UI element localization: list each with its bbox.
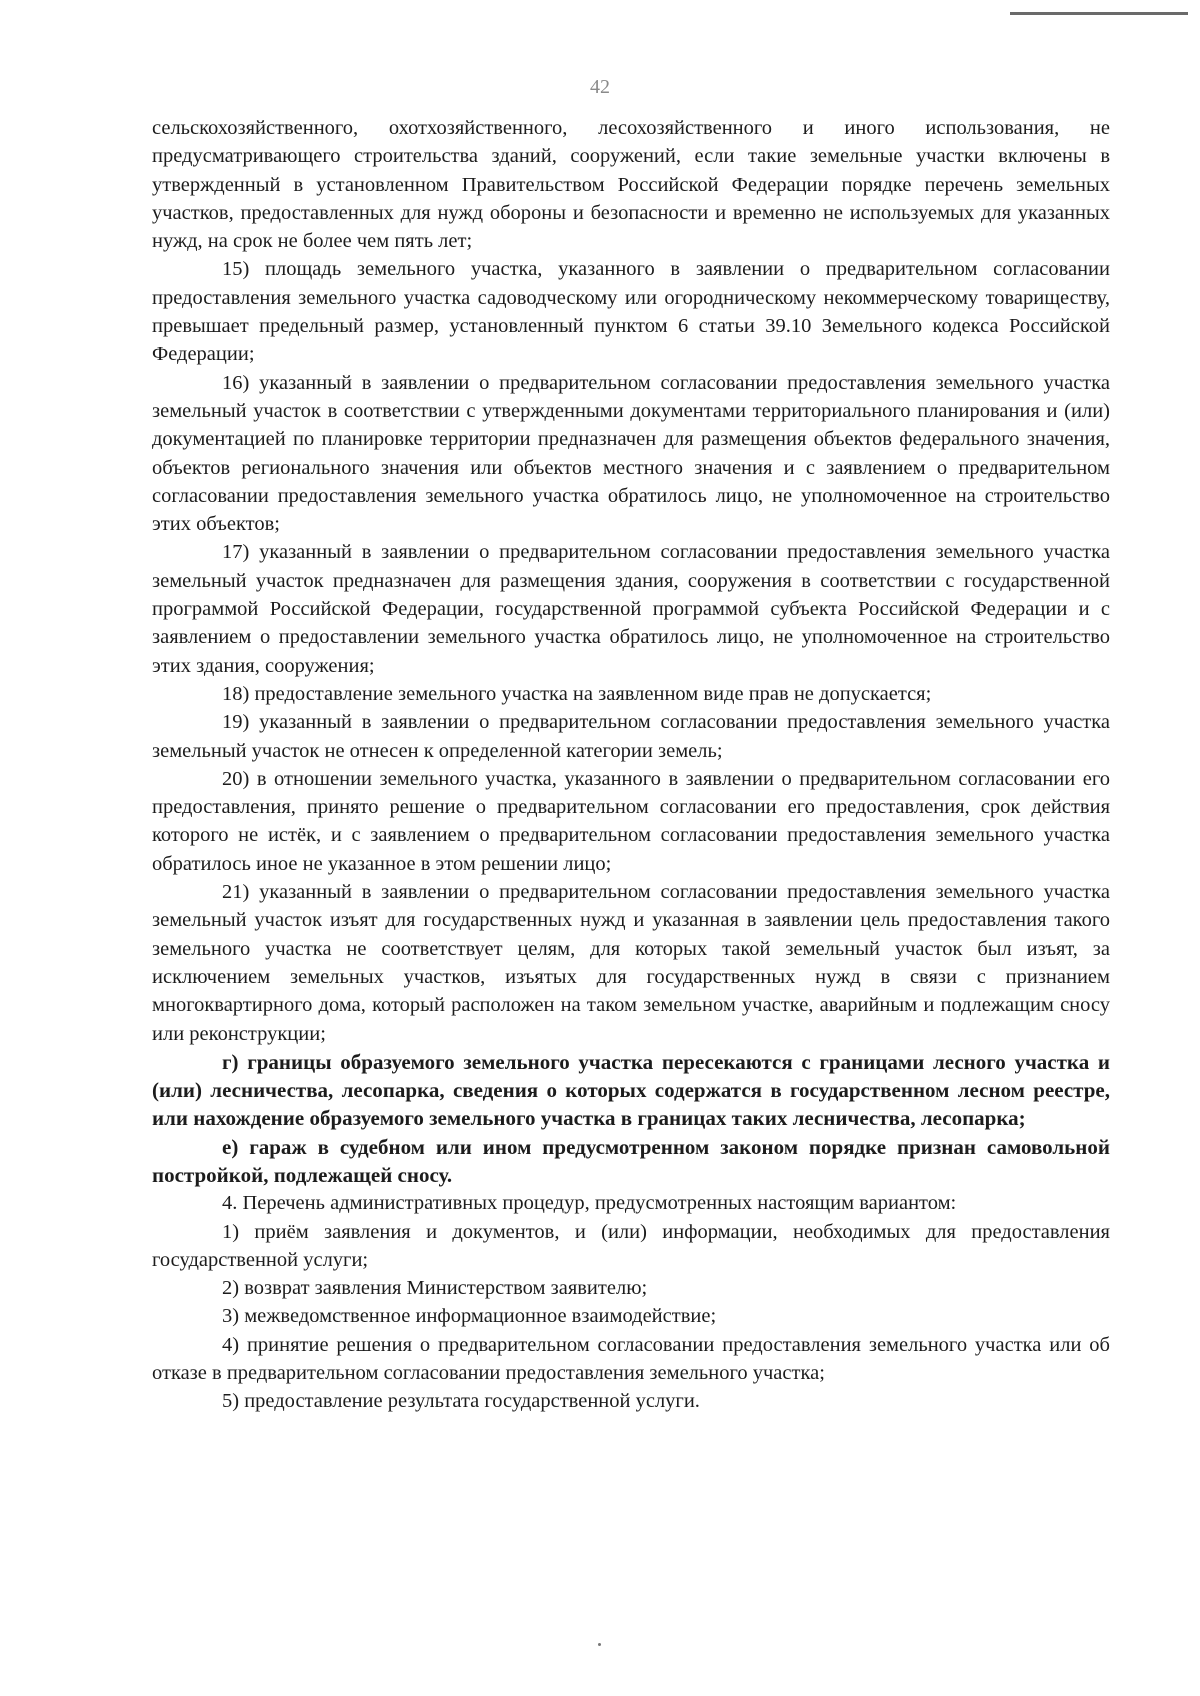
document-body <box>152 114 1110 1416</box>
list-item-21: 21) указанный в заявлении о предварительном согласовании предоставления земельного участка земельный участок изъят для государственных нужд и указанная в заявлении цель предоставления такого земельного участка не соответствует целям, для которых такой земельный участок был изъят, за исключением земельных участков, изъятых для государственных нужд в связи с признанием многоквартирного дома, который расположен на таком земельном участке, аварийным и подлежащим сносу или реконструкции; <box>152 881 1110 1045</box>
list-item-19: 19) указанный в заявлении о предварительном согласовании предоставления земельного участка земельный участок не отнесен к определенной категории земель; <box>152 711 1110 762</box>
procedure-5: 5) предоставление результата государственной услуги. <box>222 1390 700 1413</box>
procedure-2: 2) возврат заявления Министерством заявителю; <box>222 1277 648 1300</box>
procedure-3: 3) межведомственное информационное взаимодействие; <box>222 1305 717 1328</box>
procedure-4: 4) принятие решения о предварительном согласовании предоставления земельного участка или об отказе в предварительном согласовании предоставления земельного участка; <box>152 1333 1110 1385</box>
page-number: 42 <box>590 76 610 98</box>
list-item-18: 18) предоставление земельного участка на заявленном виде прав не допускается; <box>222 682 932 705</box>
list-item-20: 20) в отношении земельного участка, указанного в заявлении о предварительном согласовании его предоставления, принято решение о предварительном согласовании его предоставления, срок действия которого не истёк, и с заявлением о предварительном согласовании предоставления земельного участка обратилось иное не указанное в этом решении лицо; <box>152 767 1110 875</box>
bold-item-g: г) границы образуемого земельного участка пересекаются с границами лесного участка и (или) лесничества, лесопарка, сведения о которых содержатся в государственном лесном реестре, или нахождение образуемого земельного участка в границах таких лесничества, лесопарка; <box>152 1049 1110 1131</box>
scan-edge-line <box>1010 12 1188 15</box>
list-item-16: 16) указанный в заявлении о предварительном согласовании предоставления земельного участка земельный участок в соответствии с утвержденными документами территориального планирования и (или) документацией по планировке территории предназначен для размещения объектов федерального значения, объектов регионального значения или объектов местного значения и с заявлением о предварительном согласовании предоставления земельного участка обратилось лицо, не уполномоченное на строительство этих объектов; <box>152 371 1110 536</box>
procedure-1: 1) приём заявления и документов, и (или) информации, необходимых для предоставления государственной услуги; <box>152 1220 1110 1271</box>
section-4-heading: 4. Перечень административных процедур, предусмотренных настоящим вариантом: <box>222 1192 957 1215</box>
list-item-17: 17) указанный в заявлении о предварительном согласовании предоставления земельного участка земельный участок предназначен для размещения здания, сооружения в соответствии с государственной программой Российской Федерации, государственной программой субъекта Российской Федерации и с заявлением о предоставлении земельного участка обратилось лицо, не уполномоченное на строительство этих здания, сооружения; <box>152 541 1110 677</box>
scan-dot <box>598 1643 601 1646</box>
list-item-15: 15) площадь земельного участка, указанного в заявлении о предварительном согласовании предоставления земельного участка садоводческому или огородническому некоммерческому товариществу, превышает предельный размер, установленный пунктом 6 статьи 39.10 Земельного кодекса Российской Федерации; <box>152 258 1110 366</box>
bold-item-e: е) гараж в судебном или ином предусмотренном законом порядке признан самовольной постройкой, подлежащей сносу. <box>152 1134 1110 1187</box>
paragraph-continuation: сельскохозяйственного, охотхозяйственного, лесохозяйственного и иного использования, не предусматривающего строительства зданий, сооружений, если такие земельные участки включены в утвержденный в установленном Правительством Российской Федерации порядке перечень земельных участков, предоставленных для нужд обороны и безопасности и временно не используемых для указанных нужд, на срок не более чем пять лет; <box>152 117 1110 253</box>
